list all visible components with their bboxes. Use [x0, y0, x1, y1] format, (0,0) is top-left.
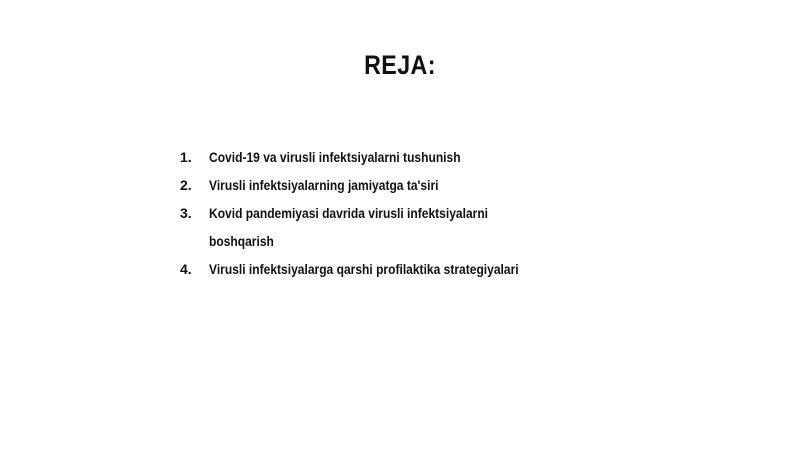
plan-item-2 [180, 171, 580, 199]
plan-item-number: 4. [180, 261, 192, 277]
slide-title: REJA: [364, 50, 436, 80]
plan-list [180, 143, 580, 283]
plan-item-text: Covid-19 va virusli infektsiyalarni tushunish [209, 149, 461, 165]
plan-item-text: Kovid pandemiyasi davrida virusli infektsiyalarni boshqarish [209, 205, 489, 249]
plan-item-1 [180, 143, 580, 171]
plan-item-3 [180, 199, 580, 255]
plan-item-4 [180, 255, 580, 283]
plan-item-number: 2. [180, 177, 192, 193]
plan-item-number: 3. [180, 205, 192, 221]
plan-item-number: 1. [180, 149, 192, 165]
plan-item-text: Virusli infektsiyalarning jamiyatga ta'siri [209, 177, 439, 193]
plan-item-text: Virusli infektsiyalarga qarshi profilaktika strategiyalari [209, 261, 519, 277]
